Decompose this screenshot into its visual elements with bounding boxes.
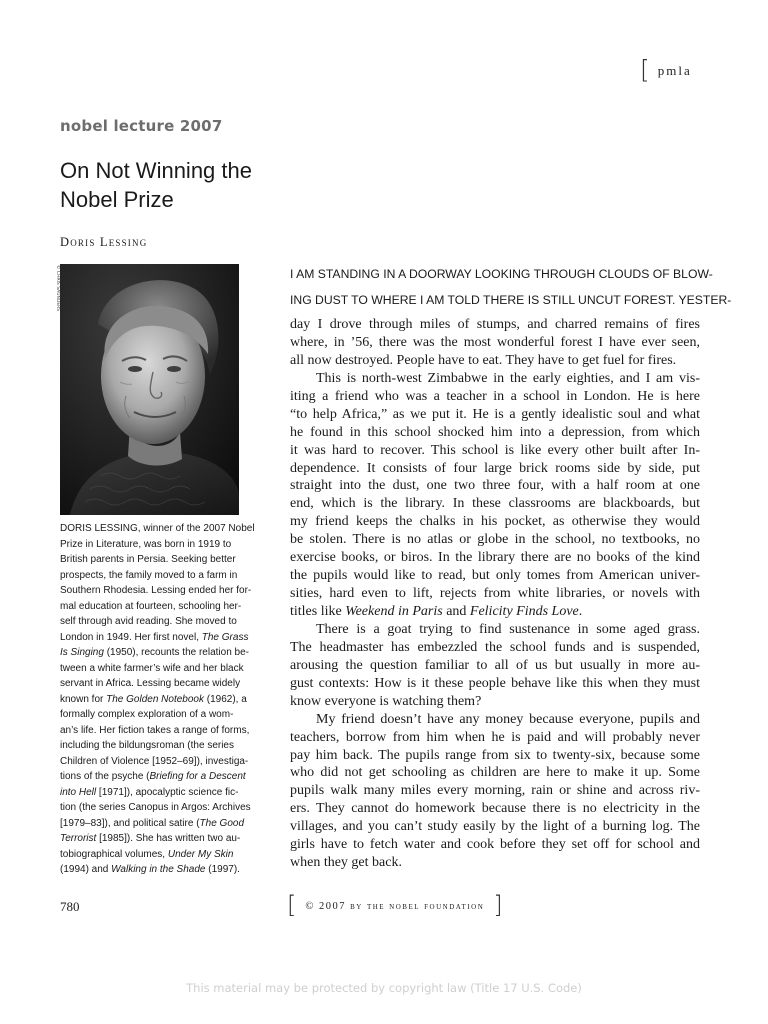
body-text-line: be stolen. There is no atlas or globe in the school, no textbooks, no — [290, 532, 700, 548]
article-title: On Not Winning the Nobel Prize — [60, 158, 252, 212]
caption-line: tion (the series Canopus in Argos: Archives — [60, 802, 251, 813]
body-text-line: girls have to fetch water and cook before they set off for school and — [290, 837, 700, 853]
caption-line: self through avid reading. She moved to — [60, 616, 237, 627]
body-text-line: iting a friend who was a teacher in a school in London. He is here — [290, 388, 700, 404]
body-text-line: the pupils would like to read, but only tomes from American univer- — [290, 568, 700, 584]
journal-bracket: [ — [640, 55, 650, 84]
caption-line: Prize in Literature, was born in 1919 to — [60, 538, 232, 550]
body-text-line: he found in this school shocked him into a depression, from which — [290, 424, 700, 440]
footer-right-bracket: ] — [493, 891, 503, 919]
body-text-line: ers. They cannot do homework because there is no electricity in the — [290, 801, 700, 817]
caption-line: London in 1949. Her first novel, The Grass — [60, 631, 249, 643]
lecture-body-text — [290, 316, 700, 872]
body-text-line: dependence. It consists of four large brick rooms side by side, put — [290, 460, 700, 476]
series-label: nobel lecture 2007 — [60, 117, 223, 135]
portrait-illustration — [60, 264, 239, 515]
body-text-line: arousing the question familiar to all of us but usually in more au- — [290, 657, 700, 673]
caption-line: an’s life. Her fiction takes a range of forms, — [60, 724, 250, 736]
caption-line: servant in Africa. Lessing became widely — [60, 678, 241, 689]
copyright-notice: This material may be protected by copyright law (Title 17 U.S. Code) — [186, 981, 582, 995]
body-text-line: There is a goat trying to find sustenance in some aged grass. — [316, 621, 700, 637]
caption-line: tobiographical volumes, Under My Skin — [60, 848, 234, 860]
caption-line: Children of Violence [1952–69]), investiga- — [60, 755, 249, 767]
caption-line: mal education at fourteen, schooling her- — [60, 600, 242, 612]
body-text-line: pupils walk many miles every morning, rain or shine and across riv- — [290, 783, 700, 799]
page-number: 780 — [60, 899, 80, 914]
caption-line: Is Singing (1950), recounts the relation be- — [60, 647, 250, 658]
body-text-line: straight into the dust, one two three four, with a half room at one — [290, 478, 700, 494]
footer-copyright — [287, 893, 503, 917]
author-bio-caption — [60, 521, 255, 878]
caption-line: Southern Rhodesia. Lessing ended her for- — [60, 585, 252, 596]
author-name: Doris Lessing — [60, 235, 148, 249]
body-text-line: villages, and you can’t study easily by the light of a burning log. The — [290, 819, 700, 835]
caption-line: including the bildungsroman (the series — [60, 740, 234, 751]
body-text-line: where, in ’56, there was the most wonderful forest I have ever seen, — [290, 334, 700, 350]
caption-line: tween a white farmer’s wife and her black — [60, 662, 244, 674]
caption-line: (1994) and Walking in the Shade (1997). — [60, 864, 240, 875]
caption-line: prospects, the family moved to a farm in — [60, 569, 238, 581]
lead-in-line: I AM STANDING IN A DOORWAY LOOKING THROUGH CLOUDS OF BLOW- — [290, 267, 713, 281]
body-text-line: This is north-west Zimbabwe in the early eighties, and I am vis- — [316, 370, 700, 386]
caption-line: formally complex exploration of a wom- — [60, 709, 234, 720]
body-text-line: exercise books, or biros. In the library there are no books of the kind — [290, 550, 700, 566]
journal-name: pmla — [657, 63, 692, 78]
caption-line: known for The Golden Notebook (1962), a — [60, 693, 247, 705]
lead-in-line: ING DUST TO WHERE I AM TOLD THERE IS STILL UNCUT FOREST. YESTER- — [290, 293, 732, 307]
caption-line: [1979–83]), and political satire (The Good — [60, 817, 245, 829]
body-text-line: “to help Africa,” as we put it. He is a gently idealistic soul and what — [290, 406, 700, 422]
body-text-line: end, which is the library. In these classrooms are blackboards, but — [290, 496, 700, 512]
lead-in-small-caps — [290, 265, 732, 317]
body-text-line: day I drove through miles of stumps, and charred remains of fires — [290, 317, 700, 332]
body-text-line: all now destroyed. People have to eat. They have to get fuel for fires. — [290, 352, 677, 368]
body-text-line: teachers, borrow from him when he is paid and will probably never — [290, 729, 700, 745]
body-text-line: my friend keeps the chalks in his pocket, as otherwise they would — [290, 514, 700, 530]
body-text-line: it was hard to recover. This school is like every other built after In- — [290, 442, 700, 458]
caption-line: British parents in Persia. Seeking better — [60, 554, 236, 565]
body-text-line: My friend doesn’t have any money because everyone, pupils and — [316, 711, 700, 727]
body-text-line: know everyone is watching them? — [290, 693, 482, 709]
caption-line: Terrorist [1985]). She has written two au- — [60, 833, 241, 844]
caption-line: DORIS LESSING, winner of the 2007 Nobel — [60, 523, 255, 534]
body-text-line: when they get back. — [290, 855, 402, 871]
caption-line: tions of the psyche (Briefing for a Descent — [60, 771, 246, 782]
body-text-line: gust contexts: How is it these people behave like this when they must — [290, 675, 700, 691]
body-text-line: pay him back. The pupils range from six to twenty-six, because some — [290, 747, 700, 763]
author-portrait-photo — [60, 264, 239, 515]
body-text-line: titles like Weekend in Paris and Felicity Finds Love. — [290, 604, 583, 619]
body-text-line: The headmaster has embezzled the school funds and is suspended, — [290, 639, 700, 655]
body-text-line: sities, hard even to lift, rejects from white libraries, or novels with — [290, 586, 700, 602]
footer-left-bracket: [ — [287, 891, 297, 919]
body-text-line: who did not get schooling as children are here to make it up. Some — [290, 765, 700, 781]
photo-credit-text: © CHRIS SAUNDERS — [55, 265, 60, 312]
caption-line: into Hell [1971]), apocalyptic science fic- — [60, 786, 239, 798]
footer-copyright-text: © 2007 by the nobel foundation — [305, 900, 485, 912]
journal-header — [640, 55, 692, 84]
